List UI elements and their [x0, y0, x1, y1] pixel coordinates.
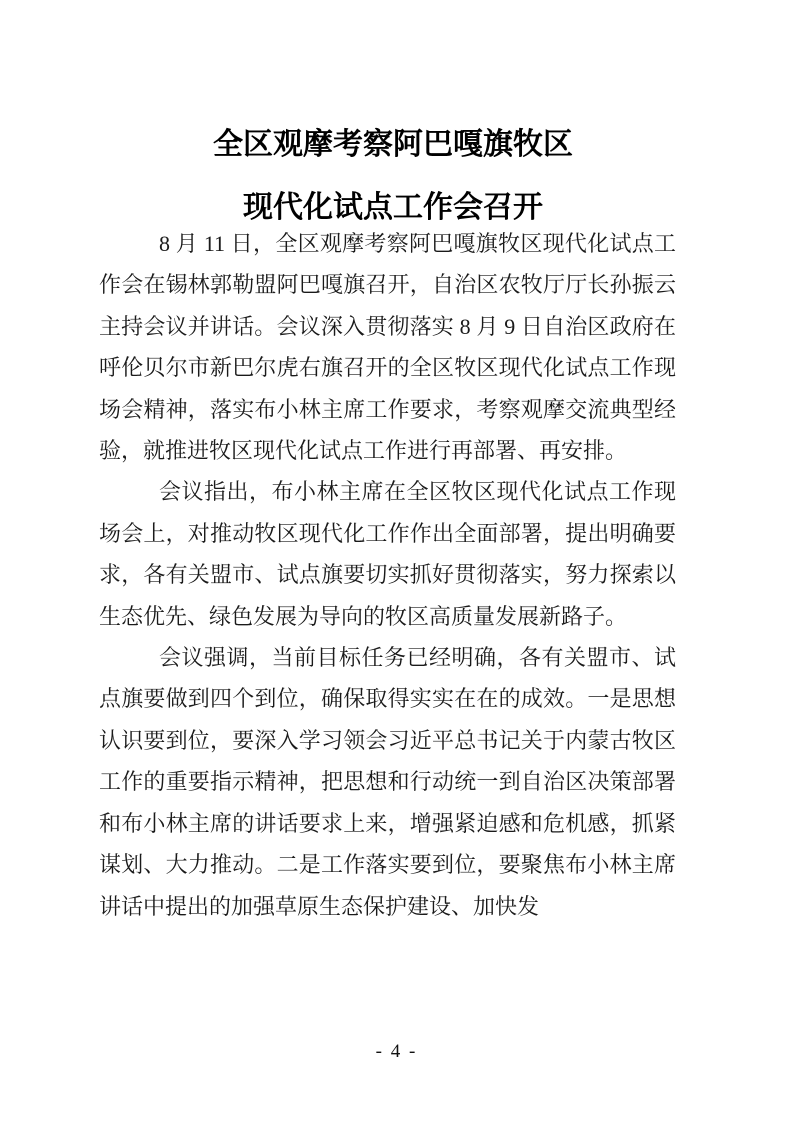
- page-number: - 4 -: [375, 1041, 418, 1062]
- paragraph-2: 会议指出，布小林主席在全区牧区现代化试点工作现场会上，对推动牧区现代化工作作出全面部署，提出明确要求，各有关盟市、试点旗要切实抓好贯彻落实，努力探索以生态优先、绿色发展为导向的牧区高质量发展新路子。: [99, 479, 676, 629]
- paragraph-1: 8 月 11 日，全区观摩考察阿巴嘎旗牧区现代化试点工作会在锡林郭勒盟阿巴嘎旗召开，自治区农牧厅厅长孙振云主持会议并讲话。会议深入贯彻落实 8 月 9 日自治区政府在呼伦贝尔市新巴尔虎右旗召开的全区牧区现代化试点工作现场会精神，落实布小林主席工作要求，考察观摩交流典型经验，就推进牧区现代化试点工作进行再部署、再安排。: [99, 231, 676, 464]
- paragraph-3: 会议强调，当前目标任务已经明确，各有关盟市、试点旗要做到四个到位，确保取得实实在在的成效。一是思想认识要到位，要深入学习领会习近平总书记关于内蒙古牧区工作的重要指示精神，把思想和行动统一到自治区决策部署和布小林主席的讲话要求上来，增强紧迫感和危机感，抓紧谋划、大力推动。二是工作落实要到位，要聚焦布小林主席讲话中提出的加强草原生态保护建设、加快发: [99, 645, 676, 919]
- document-title: [3, 113, 783, 239]
- document-body: [99, 223, 676, 927]
- document-title-line-1: 全区观摩考察阿巴嘎旗牧区: [213, 128, 573, 162]
- document-title-line-2: 现代化试点工作会召开: [243, 191, 543, 225]
